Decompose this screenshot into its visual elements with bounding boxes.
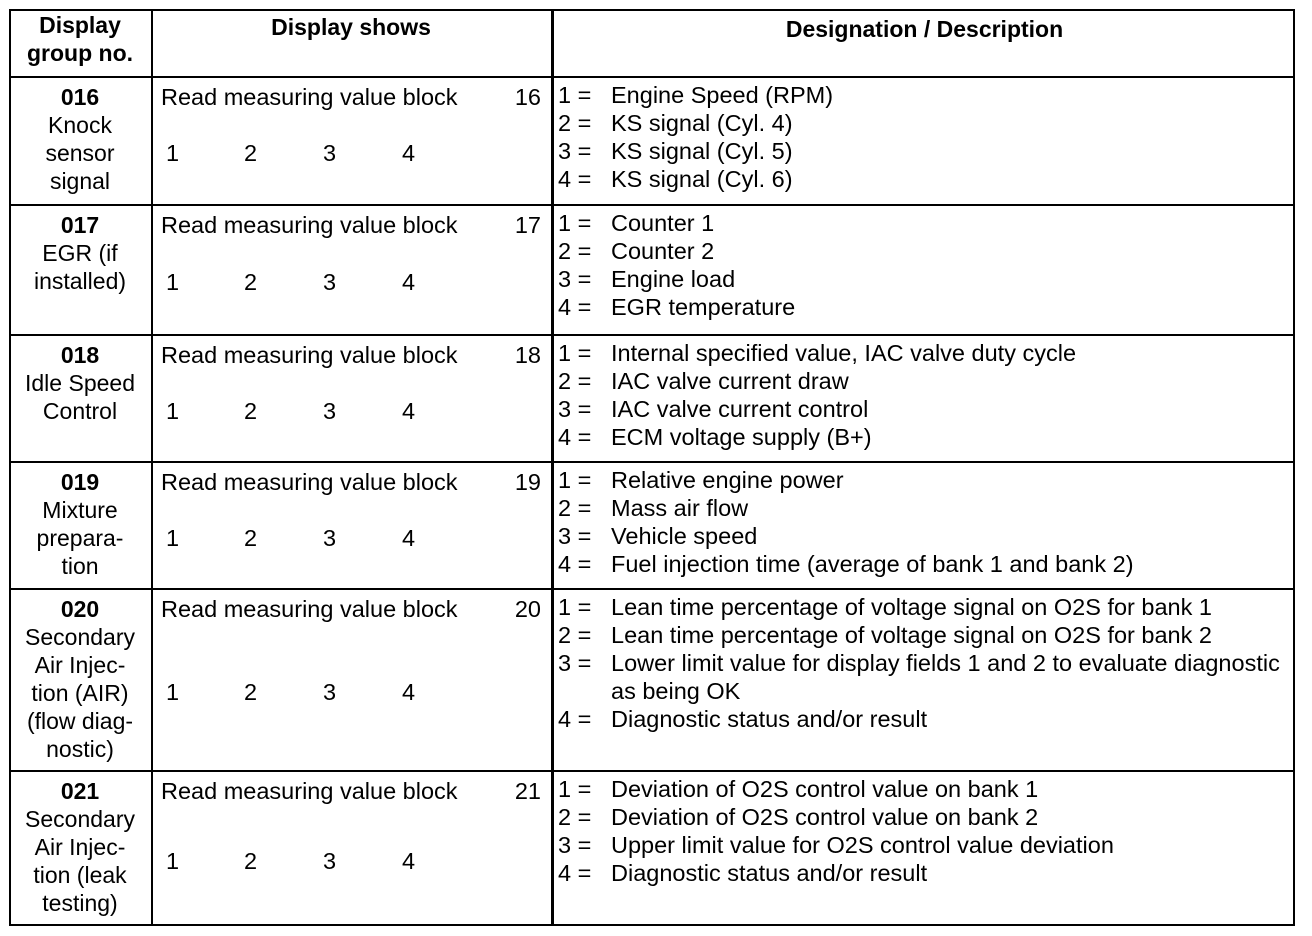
description-index: 4 = (558, 706, 592, 732)
group-cell (9, 468, 151, 589)
description-text: Fuel injection time (average of bank 1 and bank 2) (611, 551, 1134, 577)
description-index: 4 = (558, 294, 592, 320)
description-text: IAC valve current draw (611, 368, 849, 394)
display-field-3: 3 (323, 679, 337, 705)
header-display-shows: Display shows (271, 14, 431, 40)
display-group-table (9, 9, 1295, 926)
description-item (558, 109, 1291, 137)
display-field-2: 2 (244, 398, 258, 424)
description-index: 2 = (558, 368, 592, 394)
description-index: 4 = (558, 860, 592, 886)
read-measuring-label: Read measuring value block (161, 342, 458, 368)
display-field-4: 4 (402, 269, 416, 295)
display-field-3: 3 (323, 140, 337, 166)
description-text: Mass air flow (611, 495, 749, 521)
display-field-1: 1 (166, 269, 180, 295)
description-item (558, 859, 1291, 887)
description-text: Engine Speed (RPM) (611, 82, 834, 108)
description-index: 4 = (558, 551, 592, 577)
description-item (558, 550, 1291, 578)
description-index: 1 = (558, 340, 592, 366)
description-item (558, 593, 1291, 621)
description-text: EGR temperature (611, 294, 796, 320)
description-item (558, 395, 1291, 423)
group-name-line: nostic) (46, 736, 114, 762)
description-index: 2 = (558, 110, 592, 136)
group-number: 016 (60, 84, 100, 110)
display-field-4: 4 (402, 679, 416, 705)
description-cell (554, 589, 1295, 771)
read-measuring-label: Read measuring value block (161, 778, 458, 804)
description-text: Diagnostic status and/or result (611, 860, 928, 886)
description-item (558, 339, 1291, 367)
group-name-line: EGR (if (42, 240, 118, 266)
description-list (558, 81, 1291, 193)
display-cell (151, 771, 551, 926)
description-item (558, 621, 1291, 649)
display-field-3: 3 (323, 848, 337, 874)
description-item (558, 831, 1291, 859)
display-field-2: 2 (244, 848, 258, 874)
group-name-line: testing) (42, 890, 118, 916)
group-name-line: signal (49, 168, 111, 194)
block-number: 18 (514, 342, 541, 368)
description-list (558, 593, 1291, 733)
description-index: 2 = (558, 804, 592, 830)
display-field-4: 4 (402, 398, 416, 424)
description-item (558, 705, 1291, 733)
description-index: 3 = (558, 138, 592, 164)
group-number: 020 (60, 596, 100, 622)
description-text: Upper limit value for O2S control value deviation (611, 832, 1114, 858)
description-index: 3 = (558, 832, 592, 858)
group-name-line: Mixture (42, 497, 118, 523)
block-number: 17 (514, 212, 541, 238)
description-index: 1 = (558, 82, 592, 108)
read-measuring-label: Read measuring value block (161, 596, 458, 622)
row-divider (9, 204, 1295, 206)
display-field-3: 3 (323, 398, 337, 424)
description-cell (554, 335, 1295, 462)
description-cell (554, 77, 1295, 205)
description-text: Lean time percentage of voltage signal on O2S for bank 2 (611, 622, 1212, 648)
column-divider-1 (151, 9, 153, 926)
description-item (558, 423, 1291, 451)
description-text: Counter 1 (611, 210, 715, 236)
group-number: 018 (60, 342, 100, 368)
display-cell (151, 335, 551, 462)
table-border-right (1293, 9, 1295, 926)
display-field-2: 2 (244, 679, 258, 705)
description-item (558, 265, 1291, 293)
group-name-line: tion (AIR) (31, 680, 129, 706)
group-name-line: Knock (48, 112, 112, 138)
group-cell (9, 341, 151, 462)
description-index: 2 = (558, 622, 592, 648)
block-number: 20 (514, 596, 541, 622)
description-index: 3 = (558, 650, 592, 676)
description-item (558, 165, 1291, 193)
header-group-no (9, 11, 151, 75)
description-text: IAC valve current control (611, 396, 869, 422)
row-divider (9, 461, 1295, 463)
description-text: KS signal (Cyl. 4) (611, 110, 793, 136)
group-name-line: Air Injec- (34, 834, 126, 860)
display-cell (151, 462, 551, 589)
block-number: 16 (514, 84, 541, 110)
group-cell (9, 211, 151, 335)
description-list (558, 339, 1291, 451)
description-text: Diagnostic status and/or result (611, 706, 928, 732)
group-cell (9, 595, 151, 771)
group-name-line: Secondary (25, 806, 135, 832)
table-border-top (9, 9, 1295, 11)
description-item (558, 803, 1291, 831)
description-index: 1 = (558, 594, 592, 620)
row-divider (9, 588, 1295, 590)
description-text: Vehicle speed (611, 523, 758, 549)
description-text: KS signal (Cyl. 6) (611, 166, 793, 192)
description-text: KS signal (Cyl. 5) (611, 138, 793, 164)
description-index: 3 = (558, 523, 592, 549)
group-name-line: Secondary (25, 624, 135, 650)
column-divider-2b (553, 9, 554, 926)
description-item (558, 81, 1291, 109)
description-item (558, 137, 1291, 165)
description-text: Engine load (611, 266, 736, 292)
description-cell (554, 462, 1295, 589)
group-name-line: Air Injec- (34, 652, 126, 678)
display-field-1: 1 (166, 398, 180, 424)
display-field-1: 1 (166, 140, 180, 166)
description-item (558, 775, 1291, 803)
display-field-1: 1 (166, 848, 180, 874)
group-name-line: prepara- (36, 525, 124, 551)
group-number: 019 (60, 469, 100, 495)
display-field-2: 2 (244, 140, 258, 166)
description-index: 4 = (558, 424, 592, 450)
description-index: 3 = (558, 266, 592, 292)
description-item (558, 237, 1291, 265)
group-name-line: tion (leak (33, 862, 127, 888)
display-field-4: 4 (402, 140, 416, 166)
read-measuring-label: Read measuring value block (161, 84, 458, 110)
display-cell (151, 77, 551, 205)
description-item (558, 367, 1291, 395)
description-index: 1 = (558, 210, 592, 236)
description-index: 2 = (558, 238, 592, 264)
group-number: 017 (60, 212, 100, 238)
group-cell (9, 83, 151, 205)
description-list (558, 466, 1291, 578)
display-field-2: 2 (244, 269, 258, 295)
display-cell (151, 589, 551, 771)
description-text: Counter 2 (611, 238, 715, 264)
display-field-2: 2 (244, 525, 258, 551)
description-text: Deviation of O2S control value on bank 1 (611, 776, 1039, 802)
description-item (558, 209, 1291, 237)
read-measuring-label: Read measuring value block (161, 212, 458, 238)
group-name-line: Idle Speed (25, 370, 135, 396)
description-cell (554, 205, 1295, 335)
group-name-line: tion (61, 553, 99, 579)
description-index: 1 = (558, 467, 592, 493)
description-text: Lean time percentage of voltage signal on O2S for bank 1 (611, 594, 1212, 620)
description-item (558, 466, 1291, 494)
row-divider (9, 334, 1295, 336)
description-text: Internal specified value, IAC valve duty cycle (611, 340, 1077, 366)
display-field-4: 4 (402, 525, 416, 551)
description-index: 2 = (558, 495, 592, 521)
description-text: ECM voltage supply (B+) (611, 424, 872, 450)
description-index: 1 = (558, 776, 592, 802)
group-name-line: installed) (33, 268, 127, 294)
description-index: 4 = (558, 166, 592, 192)
description-item (558, 494, 1291, 522)
description-item (558, 649, 1291, 705)
table-border-left (9, 9, 11, 926)
description-cell (554, 771, 1295, 926)
description-text: Deviation of O2S control value on bank 2 (611, 804, 1039, 830)
description-list (558, 209, 1291, 321)
description-item (558, 293, 1291, 321)
block-number: 21 (514, 778, 541, 804)
group-name-line: (flow diag- (26, 708, 134, 734)
row-divider (9, 76, 1295, 78)
header-group-no-line2: group no. (26, 40, 134, 66)
group-number: 021 (60, 778, 100, 804)
group-name-line: sensor (45, 140, 115, 166)
display-cell (151, 205, 551, 335)
description-item (558, 522, 1291, 550)
group-cell (9, 777, 151, 926)
description-text: Lower limit value for display fields 1 and 2 to evaluate diagnostic as being OK (611, 650, 1280, 704)
header-designation: Designation / Description (785, 16, 1064, 42)
description-text: Relative engine power (611, 467, 844, 493)
display-field-3: 3 (323, 269, 337, 295)
header-group-no-line1: Display (39, 12, 121, 38)
display-field-3: 3 (323, 525, 337, 551)
read-measuring-label: Read measuring value block (161, 469, 458, 495)
description-index: 3 = (558, 396, 592, 422)
row-divider (9, 770, 1295, 772)
group-name-line: Control (42, 398, 118, 424)
display-field-4: 4 (402, 848, 416, 874)
table-border-bottom (9, 924, 1295, 926)
description-list (558, 775, 1291, 887)
display-field-1: 1 (166, 679, 180, 705)
block-number: 19 (514, 469, 541, 495)
display-field-1: 1 (166, 525, 180, 551)
